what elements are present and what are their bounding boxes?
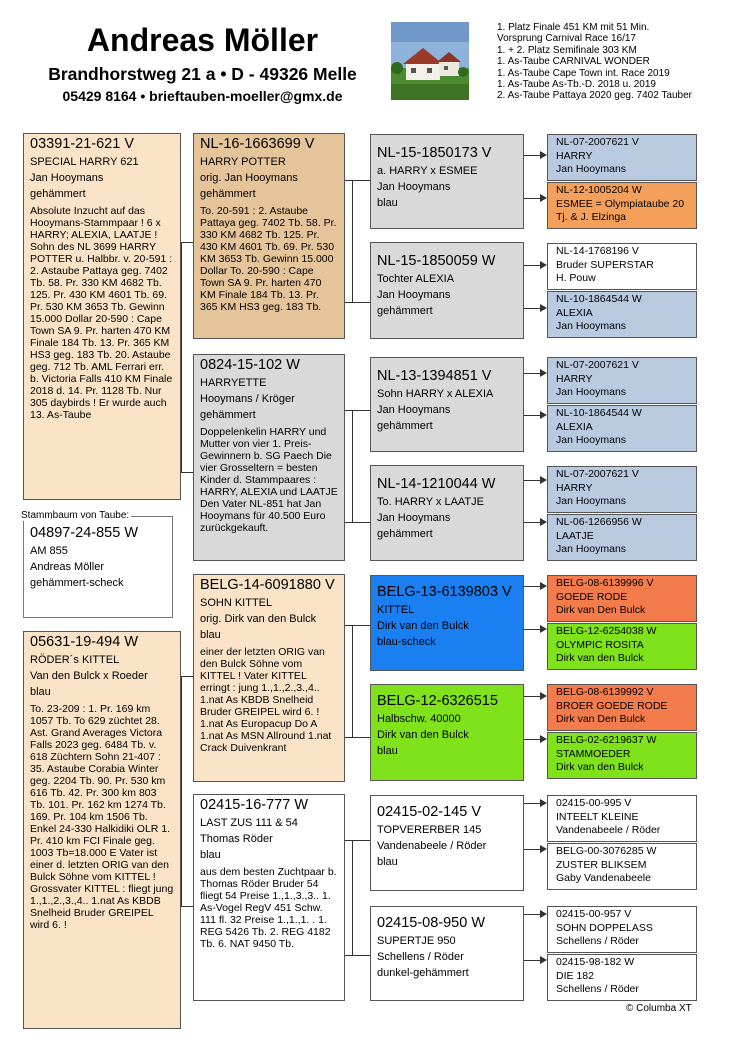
ring-number: NL-14-1768196 V bbox=[556, 245, 639, 257]
arrow-icon bbox=[540, 845, 547, 853]
pigeon-name: BROER GOEDE RODE bbox=[556, 699, 668, 712]
pigeon-name: HARRY bbox=[556, 372, 593, 385]
pigeon-name: SOHN DOPPELASS bbox=[556, 921, 653, 934]
breeder: Thomas Röder bbox=[200, 833, 273, 845]
arrow-icon bbox=[540, 625, 547, 633]
breeder: Dirk van Den Bulck bbox=[556, 713, 646, 725]
gen3-card[interactable] bbox=[370, 906, 524, 1001]
pigeon-notes: einer der letzten ORIG van den Bulck Söhne vom KITTEL ! Vater KITTEL erringt : jung 1.,1.,2.,3.,4.. 1.nat As KBDB Snelheid Bruder GREIPEL wird 6. ! 1.nat As Europacup Do A 1.nat As MSN Allround 1.nat Crack Duivenkrant bbox=[200, 646, 332, 754]
connector-line bbox=[345, 522, 370, 523]
connector-line bbox=[181, 242, 193, 243]
sire-dam-card[interactable] bbox=[193, 354, 345, 561]
gen4-card[interactable] bbox=[547, 843, 697, 890]
copyright: © Columba XT bbox=[626, 1003, 692, 1014]
breeder: Jan Hooymans bbox=[377, 512, 451, 524]
breeder: orig. Jan Hooymans bbox=[200, 172, 298, 184]
ring-number: 05631-19-494 W bbox=[30, 634, 139, 650]
pigeon-color: blau bbox=[200, 849, 221, 861]
pigeon-name: KITTEL bbox=[377, 604, 415, 616]
breeder: Jan Hooymans bbox=[377, 289, 451, 301]
connector-line bbox=[352, 180, 353, 302]
loft-photo bbox=[391, 22, 469, 100]
sire-card[interactable] bbox=[23, 133, 181, 500]
connector-line bbox=[524, 198, 540, 199]
breeder: Van den Bulck x Roeder bbox=[30, 670, 148, 682]
subject-card[interactable] bbox=[23, 516, 173, 618]
connector-line bbox=[524, 629, 540, 630]
ring-number: 0824-15-102 W bbox=[200, 357, 300, 373]
pigeon-name: SPECIAL HARRY 621 bbox=[30, 156, 139, 168]
pigeon-name: LAST ZUS 111 & 54 bbox=[200, 817, 298, 829]
gen3-card[interactable] bbox=[370, 684, 524, 781]
gen4-card[interactable] bbox=[547, 291, 697, 338]
ring-number: 04897-24-855 W bbox=[30, 525, 139, 541]
ring-number: NL-07-2007621 V bbox=[556, 136, 639, 148]
gen4-card[interactable] bbox=[547, 684, 697, 731]
connector-line bbox=[345, 410, 370, 411]
gen4-card[interactable] bbox=[547, 243, 697, 290]
arrow-icon bbox=[540, 692, 547, 700]
gen4-card[interactable] bbox=[547, 182, 697, 229]
connector-line bbox=[524, 803, 540, 804]
ring-number: NL-10-1864544 W bbox=[556, 407, 642, 419]
gen4-card[interactable] bbox=[547, 623, 697, 670]
connector-line bbox=[524, 696, 540, 697]
ring-number: 02415-08-950 W bbox=[377, 915, 486, 931]
connector-line bbox=[524, 480, 540, 481]
gen3-card[interactable] bbox=[370, 575, 524, 671]
arrow-icon bbox=[540, 304, 547, 312]
connector-line bbox=[181, 676, 182, 906]
gen4-card[interactable] bbox=[547, 466, 697, 513]
pigeon-color: gehämmert bbox=[30, 188, 86, 200]
pigeon-color: blau bbox=[377, 856, 398, 868]
ring-number: NL-07-2007621 V bbox=[556, 359, 639, 371]
gen3-card[interactable] bbox=[370, 465, 524, 561]
pigeon-name: STAMMOEDER bbox=[556, 747, 631, 760]
ring-number: NL-07-2007621 V bbox=[556, 468, 639, 480]
connector-line bbox=[524, 415, 540, 416]
connector-line bbox=[345, 180, 370, 181]
pigeon-name: HARRY bbox=[556, 481, 593, 494]
ring-number: 02415-00-957 V bbox=[556, 908, 632, 920]
breeder: Dirk van Den Bulck bbox=[556, 604, 646, 616]
pigeon-notes: To. 23-209 : 1. Pr. 169 km 1057 Tb. To 629 züchtet 28. Ast. Grand Averages Victora Falls 2023 geg. 6484 Tb. v. 618 Züchtern Sohn 21-407 : 35. Astaube Corabia Winter geg. 2204 Tb. 90. Pr. 530 km 616 Tb. 42. Pr. 300 km 803 Tb. 101. Pr. 162 km 1274 Tb. 169. Pr. 104 km 1506 Tb. Enkel 24-330 Halkidiki OLR 1. Pr. 410 km FCI Finale geg. 1003 Tb=18.000 E Vater ist einer d. letzten ORIG van den Bulck Söhne vom KITTEL ! Grossvater KITTEL : fliegt jung 1.,1.,2.,3.,4.. 1.nat As KBDB Snelheid Bruder GREIPEL wird 6. ! bbox=[30, 703, 174, 931]
pigeon-name: a. HARRY x ESMEE bbox=[377, 165, 478, 177]
connector-line bbox=[345, 955, 370, 956]
gen4-card[interactable] bbox=[547, 405, 697, 452]
breeder: Gaby Vandenabeele bbox=[556, 872, 651, 884]
ring-number: 03391-21-621 V bbox=[30, 136, 134, 152]
pigeon-name: AM 855 bbox=[30, 545, 68, 557]
breeder: Jan Hooymans bbox=[556, 320, 627, 332]
pigeon-notes: Doppelenkelin HARRY und Mutter von vier 1. Preis-Gewinnern b. SG Paech Die vier Grosseltern = besten Kinder d. Stammpaares : HARRY, ALEXIA und LAATJE Den Vater NL-851 hat Jan Hooymans für 40.500 Euro zurückgekauft. bbox=[200, 426, 338, 534]
arrow-icon bbox=[540, 735, 547, 743]
gen3-card[interactable] bbox=[370, 357, 524, 452]
pigeon-name: LAATJE bbox=[556, 529, 594, 542]
breeder: H. Pouw bbox=[556, 272, 596, 284]
pigeon-color: gehämmert bbox=[377, 305, 433, 317]
ring-number: BELG-14-6091880 V bbox=[200, 577, 335, 593]
pigeon-name: Sohn HARRY x ALEXIA bbox=[377, 388, 494, 400]
achievement-item: 1. As-Taube Cape Town int. Race 2019 bbox=[497, 67, 670, 79]
arrow-icon bbox=[540, 956, 547, 964]
achievements-list bbox=[497, 22, 747, 102]
breeder: Dirk van den Bulck bbox=[377, 729, 469, 741]
pigeon-name: INTEELT KLEINE bbox=[556, 810, 639, 823]
breeder: Schellens / Röder bbox=[556, 935, 639, 947]
ring-number: BELG-12-6326515 bbox=[377, 693, 498, 709]
pigeon-notes: aus dem besten Zuchtpaar b. Thomas Röder Bruder 54 fliegt 54 Preise 1.,1.,3.,3.. 1. As-Vogel RegV 451 Schw. 111 fl. 32 Preise 1.,1.,1. . 1. REG 5426 Tb. 2. REG 4182 Tb. 6. NAT 9450 Tb. bbox=[200, 866, 337, 950]
arrow-icon bbox=[540, 411, 547, 419]
connector-line bbox=[524, 522, 540, 523]
owner-contact: 05429 8164 • brieftauben-moeller@gmx.de bbox=[62, 88, 343, 104]
pigeon-color: blau bbox=[30, 686, 51, 698]
pigeon-color: gehämmert bbox=[377, 420, 433, 432]
connector-line bbox=[345, 302, 370, 303]
owner-address: Brandhorstweg 21 a • D - 49326 Melle bbox=[48, 64, 357, 84]
connector-line bbox=[524, 914, 540, 915]
pigeon-name: SOHN KITTEL bbox=[200, 597, 273, 609]
breeder: Andreas Möller bbox=[30, 561, 104, 573]
ring-number: BELG-13-6139803 V bbox=[377, 584, 512, 600]
pigeon-name: GOEDE RODE bbox=[556, 590, 628, 603]
achievement-item: 1. As-Taube CARNIVAL WONDER bbox=[497, 56, 650, 68]
gen3-card[interactable] bbox=[370, 242, 524, 339]
pigeon-name: ESMEE = Olympiataube 20 bbox=[556, 197, 685, 210]
ring-number: 02415-00-995 V bbox=[556, 797, 632, 809]
achievement-item: 1. As-Taube As-Tb.-D. 2018 u. 2019 bbox=[497, 79, 656, 91]
arrow-icon bbox=[540, 261, 547, 269]
achievement-item: 2. As-Taube Pattaya 2020 geg. 7402 Tauber bbox=[497, 90, 692, 102]
sire-sire-card[interactable] bbox=[193, 133, 345, 339]
pigeon-name: OLYMPIC ROSITA bbox=[556, 638, 644, 651]
connector-line bbox=[352, 410, 353, 522]
connector-line bbox=[181, 906, 193, 907]
connector-line bbox=[181, 676, 193, 677]
gen4-card[interactable] bbox=[547, 954, 697, 1001]
breeder: Jan Hooymans bbox=[556, 495, 627, 507]
ring-number: BELG-08-6139996 V bbox=[556, 577, 654, 589]
arrow-icon bbox=[540, 582, 547, 590]
gen4-card[interactable] bbox=[547, 134, 697, 181]
pigeon-color: dunkel-gehämmert bbox=[377, 967, 469, 979]
pigeon-name: To. HARRY x LAATJE bbox=[377, 496, 484, 508]
pigeon-color: blau bbox=[200, 629, 221, 641]
pigeon-name: ALEXIA bbox=[556, 306, 593, 319]
pigeon-color: blau-scheck bbox=[377, 636, 436, 648]
gen4-card[interactable] bbox=[547, 357, 697, 404]
connector-line bbox=[345, 840, 370, 841]
achievement-item: Vorsprung Carnival Race 16/17 bbox=[497, 33, 636, 45]
pigeon-color: blau bbox=[377, 197, 398, 209]
pigeon-name: Tochter ALEXIA bbox=[377, 273, 455, 285]
gen4-card[interactable] bbox=[547, 514, 697, 561]
arrow-icon bbox=[540, 369, 547, 377]
breeder: Schellens / Röder bbox=[556, 983, 639, 995]
pigeon-name: HARRY bbox=[556, 149, 593, 162]
achievement-item: 1. + 2. Platz Semifinale 303 KM bbox=[497, 44, 637, 56]
owner-name: Andreas Möller bbox=[86, 22, 319, 58]
breeder: orig. Dirk van den Bulck bbox=[200, 613, 317, 625]
breeder: Jan Hooymans bbox=[556, 163, 627, 175]
ring-number: 02415-02-145 V bbox=[377, 804, 481, 820]
gen3-card[interactable] bbox=[370, 795, 524, 891]
breeder: Jan Hooymans bbox=[377, 404, 451, 416]
arrow-icon bbox=[540, 799, 547, 807]
ring-number: 02415-16-777 W bbox=[200, 797, 309, 813]
pigeon-name: RÖDER´s KITTEL bbox=[30, 654, 120, 666]
arrow-icon bbox=[540, 518, 547, 526]
connector-line bbox=[524, 373, 540, 374]
breeder: Jan Hooymans bbox=[30, 172, 104, 184]
connector-line bbox=[181, 242, 182, 472]
ring-number: BELG-00-3076285 W bbox=[556, 845, 657, 857]
pigeon-name: SUPERTJE 950 bbox=[377, 935, 456, 947]
dam-sire-card[interactable] bbox=[193, 574, 345, 782]
connector-line bbox=[524, 960, 540, 961]
breeder: Jan Hooymans bbox=[556, 434, 627, 446]
connector-line bbox=[181, 472, 193, 473]
dam-dam-card[interactable] bbox=[193, 794, 345, 1001]
ring-number: NL-15-1850173 V bbox=[377, 145, 492, 161]
breeder: Dirk van den Bulck bbox=[556, 761, 644, 773]
connector-line bbox=[524, 265, 540, 266]
ring-number: NL-10-1864544 W bbox=[556, 293, 642, 305]
arrow-icon bbox=[540, 476, 547, 484]
breeder: Dirk van den Bulck bbox=[556, 652, 644, 664]
pigeon-name: ALEXIA bbox=[556, 420, 593, 433]
pigeon-name: Bruder SUPERSTAR bbox=[556, 258, 654, 271]
gen4-card[interactable] bbox=[547, 732, 697, 779]
connector-line bbox=[524, 155, 540, 156]
arrow-icon bbox=[540, 194, 547, 202]
ring-number: BELG-12-6254038 W bbox=[556, 625, 657, 637]
pigeon-color: gehämmert-scheck bbox=[30, 577, 124, 589]
breeder: Tj. & J. Elzinga bbox=[556, 211, 627, 223]
pigeon-name: HARRYETTE bbox=[200, 377, 267, 389]
ring-number: NL-13-1394851 V bbox=[377, 368, 492, 384]
pigeon-color: gehämmert bbox=[377, 528, 433, 540]
gen4-card[interactable] bbox=[547, 906, 697, 953]
ring-number: NL-14-1210044 W bbox=[377, 476, 496, 492]
ring-number: 02415-98-182 W bbox=[556, 956, 635, 968]
ring-number: NL-12-1005204 W bbox=[556, 184, 642, 196]
pigeon-notes: Absolute Inzucht auf das Hooymans-Stammpaar ! 6 x HARRY; ALEXIA, LAATJE ! Sohn des NL 3699 HARRY POTTER u. Halbbr. v. 20-591 : 2. Astaube Pattaya geg. 7402 Tb. 58. Pr. 330 KM 4682 Tb. 125. Pr. 430 KM 4601 Tb. 69. Pr. 530 KM 3653 Tb. Gewinn 15.000 Dollar 20-590 : Cape Town SA 9. Pr. harten 470 KM Finale 184 Tb. 13. Pr. 365 KM HS3 geg. 183 Tb. 20. Astaube geg. 712 Tb. AML Ferrari err. b. Victoria Falls 410 KM Finale 2018 d. 14. Pr. 1128 Tb. Nur 305 daybirds ! Er wurde auch 13. As-Taube bbox=[30, 205, 173, 421]
breeder: Vandenabeele / Röder bbox=[556, 824, 661, 836]
gen3-card[interactable] bbox=[370, 134, 524, 229]
pigeon-color: gehämmert bbox=[200, 409, 256, 421]
pigeon-notes: To. 20-591 : 2. Astaube Pattaya geg. 7402 Tb. 58. Pr. 330 KM 4682 Tb. 125. Pr. 430 KM 4601 Tb. 69. Pr. 530 KM 3653 Tb. Gewinn 15.000 Dollar To. 20-590 : Cape Town SA 9. Pr. harten 470 KM Finale 184 Tb. 13. Pr. 365 KM HS3 geg. 183 Tb. bbox=[200, 205, 337, 313]
dam-card[interactable] bbox=[23, 631, 181, 1029]
pigeon-name: HARRY POTTER bbox=[200, 156, 286, 168]
breeder: Jan Hooymans bbox=[377, 181, 451, 193]
arrow-icon bbox=[540, 910, 547, 918]
breeder: Hooymans / Kröger bbox=[200, 393, 295, 405]
connector-line bbox=[524, 739, 540, 740]
ring-number: NL-15-1850059 W bbox=[377, 253, 496, 269]
pigeon-name: TOPVERERBER 145 bbox=[377, 824, 482, 836]
connector-line bbox=[352, 625, 353, 737]
breeder: Jan Hooymans bbox=[556, 543, 627, 555]
connector-line bbox=[524, 586, 540, 587]
connector-line bbox=[524, 308, 540, 309]
ring-number: BELG-08-6139992 V bbox=[556, 686, 654, 698]
pigeon-name: DIE 182 bbox=[556, 969, 594, 982]
arrow-icon bbox=[540, 151, 547, 159]
pigeon-color: blau bbox=[377, 745, 398, 757]
connector-line bbox=[524, 849, 540, 850]
subject-label: Stammbaum von Taube: bbox=[21, 510, 130, 521]
ring-number: NL-16-1663699 V bbox=[200, 136, 315, 152]
pigeon-color: gehämmert bbox=[200, 188, 256, 200]
breeder: Schellens / Röder bbox=[377, 951, 464, 963]
breeder: Vandenabeele / Röder bbox=[377, 840, 487, 852]
pigeon-name: Halbschw. 40000 bbox=[377, 713, 461, 725]
connector-line bbox=[345, 625, 370, 626]
gen4-card[interactable] bbox=[547, 575, 697, 622]
breeder: Dirk van den Bulck bbox=[377, 620, 469, 632]
ring-number: BELG-02-6219637 W bbox=[556, 734, 657, 746]
breeder: Jan Hooymans bbox=[556, 386, 627, 398]
connector-line bbox=[352, 840, 353, 955]
achievement-item: 1. Platz Finale 451 KM mit 51 Min. bbox=[497, 22, 650, 33]
gen4-card[interactable] bbox=[547, 795, 697, 842]
pigeon-name: ZUSTER BLIKSEM bbox=[556, 858, 647, 871]
connector-line bbox=[345, 737, 370, 738]
ring-number: NL-06-1266956 W bbox=[556, 516, 642, 528]
